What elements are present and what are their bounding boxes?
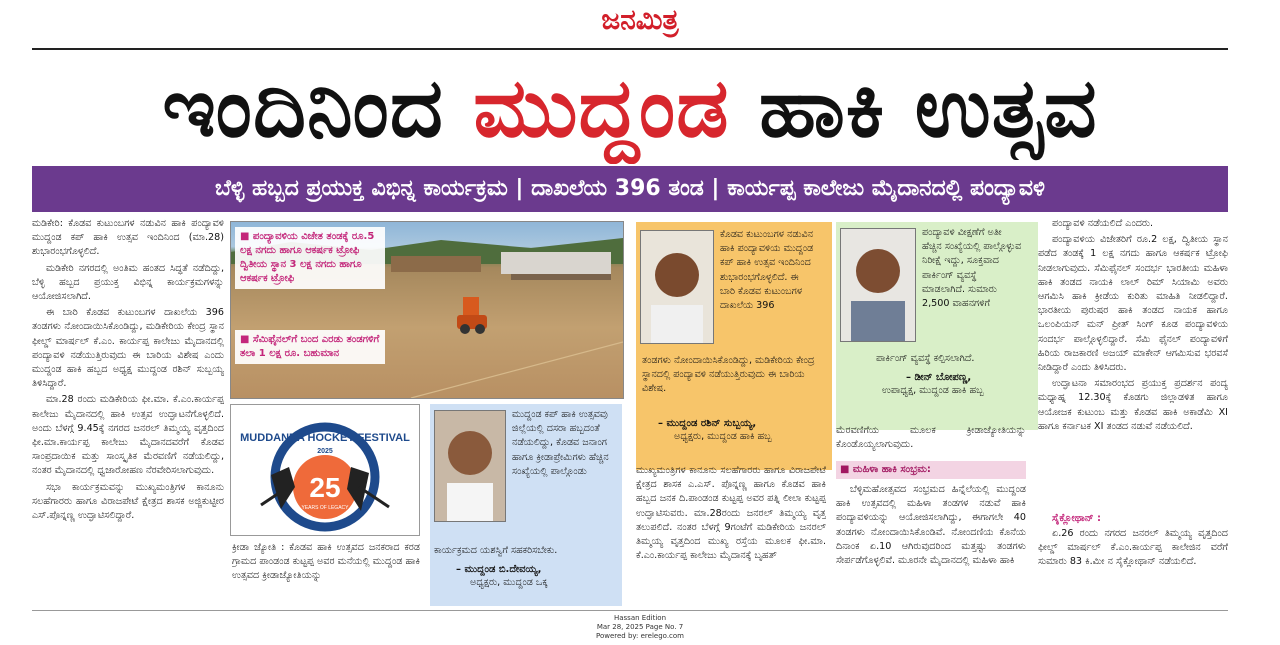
person-icon	[841, 229, 915, 341]
prize-callout: ■ ಪಂದ್ಯಾವಳಿಯ ವಿಜೇತ ತಂಡಕ್ಕೆ ರೂ.5 ಲಕ್ಷ ನಗದು ಹಾಗೂ ಆಕರ್ಷಕ ಟ್ರೋಫಿ ದ್ವಿತೀಯ ಸ್ಥಾನ 3 ಲಕ್ಷ ನಗದು ಹಾಗೂ ಆಕರ್ಷಕ ಟ್ರೋಫಿ	[235, 227, 385, 289]
quote-top-text: ಪಂದ್ಯಾವಳಿ ವೀಕ್ಷಣೆಗೆ ಅತೀ ಹೆಚ್ಚಿನ ಸಂಖ್ಯೆಯಲ್ಲಿ ಪಾಲ್ಗೊಳ್ಳುವ ನಿರೀಕ್ಷೆ ಇದ್ದು, ಸೂಕ್ತವಾದ ಪಾರ್ಕಿಂಗ್ ವ್ಯವಸ್ಥೆ ಮಾಡಲಾಗಿದೆ. ಸುಮಾರು 2,500 ವಾಹನಗಳಿಗೆ	[922, 227, 1022, 310]
portrait-photo	[640, 230, 714, 344]
hockey-festival-logo	[230, 404, 420, 536]
road-roller-icon	[455, 295, 489, 335]
quote-signature-role: ಉಪಾಧ್ಯಕ್ಷ, ಮುದ್ದಂಡ ಹಾಕಿ ಹಬ್ಬ	[882, 385, 984, 396]
quote-bottom-text: ಪಾರ್ಕಿಂಗ್ ವ್ಯವಸ್ಥೆ ಕಲ್ಪಿಸಲಾಗಿದೆ.	[876, 353, 975, 364]
portrait-photo	[840, 228, 916, 342]
paragraph: ಮಡಿಕೇರಿ ನಗರದಲ್ಲಿ ಅಂತಿಮ ಹಂತದ ಸಿದ್ಧತೆ ನಡೆದಿದ್ದು, ಬೆಳ್ಳಿ ಹಬ್ಬದ ಪ್ರಯುಕ್ತ ವಿಭಿನ್ನ ಕಾರ್ಯಕ್ರಮಗಳನ್ನು ಆಯೋಜಿಸಲಾಗಿದೆ.	[32, 262, 224, 303]
quote-top-text: ಕೊಡವ ಕುಟುಂಬಗಳ ನಡುವಿನ ಹಾಕಿ ಪಂದ್ಯಾವಳಿಯ ಮುದ್ದಂಡ ಕಪ್ ಹಾಕಿ ಉತ್ಸವ ಇಂದಿನಿಂದ ಶುಭಾರಂಭಗೊಳ್ಳಲಿದೆ. ಈ ಬಾರಿ ಕೊಡವ ಕುಟುಂಬಗಳ ದಾಖಲೆಯ 396	[720, 229, 814, 312]
footer-rule	[32, 610, 1228, 611]
edition-label: Hassan Edition	[613, 614, 667, 622]
vice-president-quote-panel	[836, 222, 1038, 430]
quote-signature: – ಮುದ್ದಂಡ ರಶಿನ್ ಸುಬ್ಬಯ್ಯ,	[658, 418, 757, 429]
chairman-quote-panel	[636, 222, 832, 470]
person-icon	[641, 231, 713, 343]
cyclothon-heading: ಸೈಕ್ಲೋಥಾನ್ :	[1052, 513, 1102, 524]
ground-photo	[230, 221, 624, 399]
sub-headline-banner: ಬೆಳ್ಳಿ ಹಬ್ಬದ ಪ್ರಯುಕ್ತ ವಿಭಿನ್ನ ಕಾರ್ಯಕ್ರಮ | ದಾಖಲೆಯ 396 ತಂಡ | ಕಾರ್ಯಪ್ಪ ಕಾಲೇಜು ಮೈದಾನದಲ್ಲಿ ಪಂದ್ಯಾವಳಿ	[32, 166, 1228, 212]
powered-by-label: Powered by: erelego.com	[595, 632, 684, 640]
logo-title: MUDDANDA HOCKEY FESTIVAL	[240, 432, 410, 444]
cyclothon-text	[1038, 527, 1228, 607]
quote-top-text: ಮುದ್ದಂಡ ಕಪ್ ಹಾಕಿ ಉತ್ಸವವು ಜಿಲ್ಲೆಯಲ್ಲಿ ದಸರಾ ಹಬ್ಬದಂತೆ ನಡೆಯಲಿದ್ದು, ಕೊಡವ ಜನಾಂಗ ಹಾಗೂ ಕ್ರೀಡಾಪ್ರೇಮಿಗಳು ಹೆಚ್ಚಿನ ಸಂಖ್ಯೆಯಲ್ಲಿ ಪಾಲ್ಗೊಂಡು	[512, 409, 609, 477]
newspaper-name: ಜನಮಿತ್ರ	[601, 3, 679, 36]
paragraph: ಮೆರವಣಿಗೆಯ ಮೂಲಕ ಕ್ರೀಡಾಜ್ಯೋತಿಯನ್ನು ಕೊಂಡೊಯ್ಯಲಾಗುವುದು.	[836, 425, 1026, 451]
main-headline	[32, 54, 1228, 164]
headline-part-3: ಹಾಕಿ ಉತ್ಸವ	[729, 61, 1098, 156]
quote-signature: – ಮುದ್ದಂಡ ಬಿ.ದೇವಯ್ಯ,	[456, 564, 542, 575]
semifinal-callout: ■ ಸೆಮಿಫೈನಲ್‌ಗೆ ಬಂದ ಎರಡು ತಂಡಗಳಿಗೆ ತಲಾ 1 ಲಕ್ಷ ರೂ. ಬಹುಮಾನ	[235, 330, 385, 364]
paragraph: ಮಡಿಕೇರಿ: ಕೊಡವ ಕುಟುಂಬಗಳ ನಡುವಿನ ಹಾಕಿ ಪಂದ್ಯಾವಳಿ ಮುದ್ದಂಡ ಕಪ್ ಹಾಕಿ ಉತ್ಸವ ಇಂದಿನಿಂದ (ಮಾ.28) ಶುಭಾರಂಭಗೊಳ್ಳಲಿದೆ.	[32, 218, 224, 258]
person-icon	[435, 411, 505, 521]
quote-signature: – ಡೀನ್ ಬೋಪಣ್ಣ,	[906, 372, 972, 383]
article-column-1	[32, 217, 224, 607]
quote-signature-role: ಅಧ್ಯಕ್ಷರು, ಮುದ್ದಂಡ ಒಕ್ಕ	[470, 577, 548, 588]
article-column-4-mid	[836, 424, 1026, 456]
masthead	[0, 0, 1280, 40]
paragraph: ಮುಖ್ಯಮಂತ್ರಿಗಳ ಕಾನೂನು ಸಲಹೆಗಾರರು ಹಾಗೂ ವಿರಾಜಪೇಟೆ ಕ್ಷೇತ್ರದ ಶಾಸಕ ಎ.ಎಸ್. ಪೊನ್ನಣ್ಣ ಹಾಗೂ ಕೊಡವ ಹಾಕಿ ಹಬ್ಬದ ಜನಕ ದಿ.ಪಾಂಡಂಡ ಕುಟ್ಟಪ್ಪ ಅವರ ಪತ್ನಿ ಲೀಲಾ ಕುಟ್ಟಪ್ಪ ಉದ್ಘಾಟಿಸುವರು. ಮಾ.28ರಂದು ಜನರಲ್ ತಿಮ್ಮಯ್ಯ ವೃತ್ತ ತಲುಪಲಿದೆ. ನಂತರ ಬೆಳಗ್ಗೆ 9ಗಂಟೆಗೆ ಮಡಿಕೇರಿಯ ಜನರಲ್ ತಿಮ್ಮಯ್ಯ ವೃತ್ತದಿಂದ ಮುಖ್ಯ ರಸ್ತೆಯ ಮೂಲಕ ಫೀ.ಮಾ. ಕೆ.ಎಂ.ಕಾರ್ಯಪ್ಪ ಕಾಲೇಜು ಮೈದಾನಕ್ಕೆ ಬೃಹತ್	[636, 465, 826, 562]
logo-year: 2025	[317, 448, 333, 455]
paragraph: ಬೆಳ್ಳಿಮಹೋತ್ಸವದ ಸಂಭ್ರಮದ ಹಿನ್ನೆಲೆಯಲ್ಲಿ ಮುದ್ದಂಡ ಹಾಕಿ ಉತ್ಸವದಲ್ಲಿ ಮಹಿಳಾ ತಂಡಗಳ ನಡುವೆ ಹಾಕಿ ಪಂದ್ಯಾವಳಿಯನ್ನು ಆಯೋಜಿಸಲಾಗಿದ್ದು, ಈಗಾಗಲೇ 40 ತಂಡಗಳು ನೋಂದಾಯಿಸಿಕೊಂಡಿವೆ. ನೋಂದಣಿಯ ಕೊನೆಯ ದಿನಾಂಕ ಏ.10 ಆಗಿರುವುದರಿಂದ ಮತ್ತಷ್ಟು ತಂಡಗಳು ಸೇರ್ಪಡೆಗೊಳ್ಳಲಿವೆ. ಮೂರನೇ ಮೈದಾನದಲ್ಲಿ ಮಹಿಳಾ ಹಾಕಿ	[836, 484, 1026, 567]
date-page-label: Mar 28, 2025 Page No. 7	[596, 623, 684, 631]
quote-bottom-text: ತಂಡಗಳು ನೋಂದಾಯಿಸಿಕೊಂಡಿದ್ದು, ಮಡಿಕೇರಿಯ ಕೇಂದ್ರ ಸ್ಥಾನದಲ್ಲಿ ಪಂದ್ಯಾವಳಿ ನಡೆಯುತ್ತಿರುವುದು ಈ ಬಾರಿಯ ವಿಶೇಷ.	[642, 355, 815, 395]
paragraph: ಕ್ರೀಡಾ ಜ್ಯೋತಿ : ಕೊಡವ ಹಾಕಿ ಉತ್ಸವದ ಜನಕರಾದ ಕರಡ ಗ್ರಾಮದ ಪಾಂಡಂಡ ಕುಟ್ಟಪ್ಪ ಅವರ ಮನೆಯಲ್ಲಿ ಮುದ್ದಂಡ ಹಾಕಿ ಉತ್ಸವದ ಕ್ರೀಡಾಜ್ಯೋತಿಯನ್ನು	[232, 542, 420, 582]
article-column-3	[636, 464, 826, 607]
logo-subtext: YEARS OF LEGACY	[301, 505, 349, 511]
paragraph: ಪಂದ್ಯಾವಳಿ ನಡೆಯಲಿದೆ ಎಂದರು.	[1052, 218, 1154, 229]
president-quote-panel	[430, 404, 622, 606]
article-column-5	[1038, 217, 1228, 527]
paragraph: ಪಂದ್ಯಾವಳಿಯ ವಿಜೇತರಿಗೆ ರೂ.2 ಲಕ್ಷ, ದ್ವಿತೀಯ ಸ್ಥಾನ ಪಡೆದ ತಂಡಕ್ಕೆ 1 ಲಕ್ಷ ನಗದು ಹಾಗೂ ಆಕರ್ಷಕ ಟ್ರೋಫಿ ನೀಡಲಾಗುವುದು. ಸೆಮಿಫೈನಲ್ ಸಂದರ್ಭ ಭಾರತೀಯ ಮಹಿಳಾ ಹಾಕಿ ತಂಡದ ನಾಯಕಿ ಲಾಲ್ ರಿಮ್ ಸಿಯಾಮಿ ಅವರು ಆಗಮಿಸಿ ಹಾಕಿ ಕ್ರೀಡೆಯ ಕುರಿತು ಮಾಹಿತಿ ನೀಡಲಿದ್ದಾರೆ. ಭಾರತೀಯ ಪುರುಷರ ಹಾಕಿ ತಂಡದ ನಾಯಕ ಹಾಗೂ ಒಲಂಪಿಯನ್ ಮನ್ ಪ್ರೀತ್ ಸಿಂಗ್ ಕೂಡ ಪಂದ್ಯಾವಳಿಯ ಸಂದರ್ಭ ಪಾಲ್ಗೊಳ್ಳಲಿದ್ದಾರೆ. ಸೆಮಿ ಫೈನಲ್ ಪಂದ್ಯಾವಳಿಗೆ ಹಿರಿಯ ರಾಜಕಾರಣಿ ಅಜಯ್ ಮಾಕೇನ್ ಆಗಮಿಸುವ ಭರವಸೆ ನೀಡಿದ್ದಾರೆ ಎಂದು ತಿಳಿಸಿದರು.	[1038, 234, 1228, 374]
logo-number: 25	[309, 472, 341, 503]
paragraph: ಉದ್ಘಾಟನಾ ಸಮಾರಂಭದ ಪ್ರಯುಕ್ತ ಪ್ರದರ್ಶನ ಪಂದ್ಯ ಮಧ್ಯಾಹ್ನ 12.30ಕ್ಕೆ ಕೊಡಗು ಜಿಲ್ಲಾಡಳಿತ ಹಾಗೂ ಆಯೋಜಕ ಕುಟುಂಬ ಮತ್ತು ಕೊಡವ ಹಾಕಿ ಅಕಾಡೆಮಿ XI ಹಾಗೂ ಕರ್ನಾಟಕ XI ತಂಡದ ನಡುವೆ ನಡೆಯಲಿದೆ.	[1038, 378, 1228, 432]
masthead-rule	[32, 48, 1228, 50]
headline-part-1: ಇಂದಿನಿಂದ	[162, 61, 474, 156]
portrait-photo	[434, 410, 506, 522]
paragraph: ಮಾ.28 ರಂದು ಮಡಿಕೇರಿಯ ಫೀ.ಮಾ. ಕೆ.ಎಂ.ಕಾರ್ಯಪ್ಪ ಕಾಲೇಜು ಮೈದಾನದಲ್ಲಿ ಹಾಕಿ ಉತ್ಸವ ಉದ್ಘಾಟನೆಗೊಳ್ಳಲಿದೆ. ಅಂದು ಬೆಳಗ್ಗೆ 9.45ಕ್ಕೆ ನಗರದ ಜನರಲ್ ತಿಮ್ಮಯ್ಯ ವೃತ್ತದಿಂದ ಫೀ.ಮಾ.ಕಾರ್ಯಪ್ಪ ಕಾಲೇಜು ಮೈದಾನದವರೆಗೆ ಕೊಡವ ಸಾಂಪ್ರದಾಯಿಕ ಮತ್ತು ಸಾಂಸ್ಕೃತಿಕ ಮೆರವಣಿಗೆ ನಡೆಯಲಿದ್ದು, ನಂತರ ಮೈದಾನದಲ್ಲಿ ಧ್ವಜಾರೋಹಣ ನೆರವೇರಿಸಲಾಗುವುದು.	[32, 394, 224, 477]
torch-caption	[232, 541, 420, 607]
paragraph: ಏ.26 ರಂದು ನಗರದ ಜನರಲ್ ತಿಮ್ಮಯ್ಯ ವೃತ್ತದಿಂದ ಫೀಲ್ಡ್ ಮಾರ್ಷಲ್ ಕೆ.ಎಂ.ಕಾರ್ಯಪ್ಪ ಕಾಲೇಜಿನ ವರೆಗೆ ಸುಮಾರು 83 ಕಿ.ಮೀ ನ ಸೈಕ್ಲೋಥಾನ್ ನಡೆಯಲಿದೆ.	[1038, 528, 1228, 568]
quote-signature-role: ಅಧ್ಯಕ್ಷರು, ಮುದ್ದಂಡ ಹಾಕಿ ಹಬ್ಬ	[674, 431, 772, 442]
headline-part-2: ಮುದ್ದಂಡ	[473, 61, 730, 156]
women-hockey-text	[836, 483, 1026, 607]
paragraph: ಈ ಬಾರಿ ಕೊಡವ ಕುಟುಂಬಗಳ ದಾಖಲೆಯ 396 ತಂಡಗಳು ನೋಂದಾಯಿಸಿಕೊಂಡಿದ್ದು, ಮಡಿಕೇರಿಯ ಕೇಂದ್ರ ಸ್ಥಾನ ಫೀಲ್ಡ್ ಮಾರ್ಷಲ್ ಕೆ.ಎಂ. ಕಾರ್ಯಪ್ಪ ಕಾಲೇಜು ಮೈದಾನದಲ್ಲಿ ಪಂದ್ಯಾವಳಿ ನಡೆಯುತ್ತಿರುವುದು ಈ ಬಾರಿಯ ವಿಶೇಷ ಎಂದು ಮುದ್ದಂಡ ಹಾಕಿ ಹಬ್ಬದ ಅಧ್ಯಕ್ಷ ಮುದ್ದಂಡ ರಶಿನ್ ಸುಬ್ಬಯ್ಯ ತಿಳಿಸಿದ್ದಾರೆ.	[32, 307, 224, 390]
page-footer	[0, 614, 1280, 641]
paragraph: ಸಭಾ ಕಾರ್ಯಕ್ರಮವನ್ನು ಮುಖ್ಯಮಂತ್ರಿಗಳ ಕಾನೂನು ಸಲಹೆಗಾರರು ಹಾಗೂ ವಿರಾಜಪೇಟೆ ಕ್ಷೇತ್ರದ ಶಾಸಕ ಅಜ್ಜಿಕುಟ್ಟೀರ ಎಸ್.ಪೊನ್ನಣ್ಣ ಉದ್ಘಾಟಿಸಲಿದ್ದಾರೆ.	[32, 481, 224, 522]
festival-logo-graphic	[231, 405, 419, 535]
women-hockey-heading: ■ ಮಹಿಳಾ ಹಾಕಿ ಸಂಭ್ರಮ:	[836, 461, 1026, 479]
quote-bottom-text: ಕಾರ್ಯಕ್ರಮದ ಯಶಸ್ವಿಗೆ ಸಹಕರಿಸಬೇಕು.	[434, 545, 558, 556]
